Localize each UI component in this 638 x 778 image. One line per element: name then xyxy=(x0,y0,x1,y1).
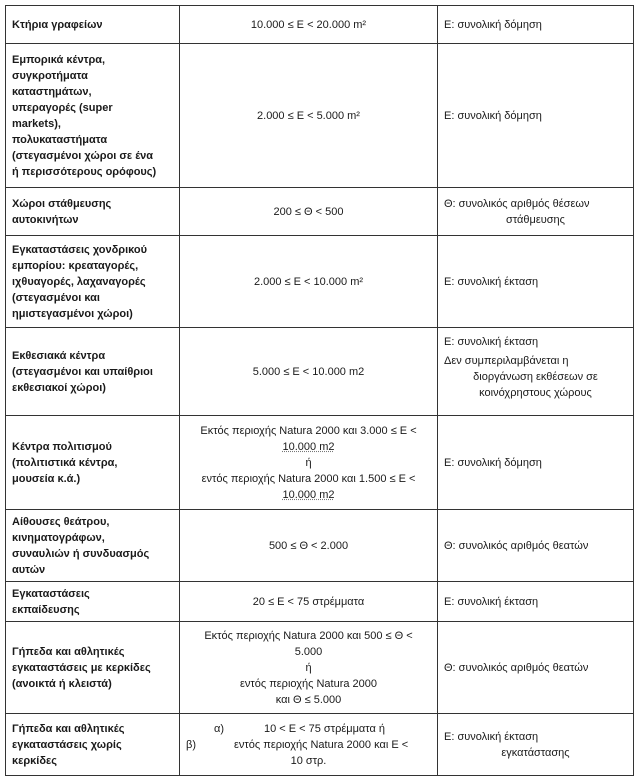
measure-cell: Ε: συνολική έκταση xyxy=(438,582,634,622)
table-row xyxy=(6,622,634,714)
category-cell: Εμπορικά κέντρα, συγκροτήματα καταστημάτων, υπεραγορές (super markets), πολυκαταστήματα (στεγασμένοι χώροι σε ένα ή περισσότερους ορόφους) xyxy=(6,44,180,188)
measure-cell: Ε: συνολική έκταση εγκατάστασης xyxy=(438,714,634,776)
table-row xyxy=(6,510,634,582)
threshold-cell: 200 ≤ Θ < 500 xyxy=(180,188,438,236)
table-row xyxy=(6,714,634,776)
threshold-cell: 2.000 ≤ Ε < 10.000 m² xyxy=(180,236,438,328)
threshold-table xyxy=(5,5,634,776)
item-marker-a: α) xyxy=(214,722,225,735)
item-marker-b: β) xyxy=(186,738,196,751)
threshold-cell: Εκτός περιοχής Natura 2000 και 500 ≤ Θ < 5.000 ή εντός περιοχής Natura 2000 και Θ ≤ 5.000 xyxy=(180,622,438,714)
measure-cell: Θ: συνολικός αριθμός θεατών xyxy=(438,622,634,714)
measure-cell: Ε: συνολική δόμηση xyxy=(438,6,634,44)
threshold-cell: α) 10 < Ε < 75 στρέμματα ή β) εντός περιοχής Natura 2000 και Ε < 10 στρ. xyxy=(180,714,438,776)
threshold-cell: 2.000 ≤ Ε < 5.000 m² xyxy=(180,44,438,188)
table-row xyxy=(6,188,634,236)
measure-cell: Ε: συνολική έκταση xyxy=(438,236,634,328)
category-cell: Αίθουσες θεάτρου, κινηματογράφων, συναυλιών ή συνδυασμός αυτών xyxy=(6,510,180,582)
measure-cell: Θ: συνολικός αριθμός θεατών xyxy=(438,510,634,582)
table-row xyxy=(6,582,634,622)
table-row xyxy=(6,416,634,510)
measure-cell: Ε: συνολική δόμηση xyxy=(438,416,634,510)
measure-cell: Ε: συνολική δόμηση xyxy=(438,44,634,188)
category-cell: Κτήρια γραφείων xyxy=(6,6,180,44)
threshold-cell: 500 ≤ Θ < 2.000 xyxy=(180,510,438,582)
table-row xyxy=(6,236,634,328)
category-cell: Εγκαταστάσεις εκπαίδευσης xyxy=(6,582,180,622)
category-cell: Κέντρα πολιτισμού (πολιτιστικά κέντρα, μουσεία κ.ά.) xyxy=(6,416,180,510)
threshold-cell: 20 ≤ Ε < 75 στρέμματα xyxy=(180,582,438,622)
category-cell: Εγκαταστάσεις χονδρικού εμπορίου: κρεαταγορές, ιχθυαγορές, λαχαναγορές (στεγασμένοι και ημιστεγασμένοι χώροι) xyxy=(6,236,180,328)
category-cell: Γήπεδα και αθλητικές εγκαταστάσεις με κερκίδες (ανοικτά ή κλειστά) xyxy=(6,622,180,714)
category-cell: Εκθεσιακά κέντρα (στεγασμένοι και υπαίθριοι εκθεσιακοί χώροι) xyxy=(6,328,180,416)
threshold-cell: Εκτός περιοχής Natura 2000 και 3.000 ≤ Ε < 10.000 m2 ή εντός περιοχής Natura 2000 και 1.500 ≤ Ε < 10.000 m2 xyxy=(180,416,438,510)
threshold-cell: 5.000 ≤ Ε < 10.000 m2 xyxy=(180,328,438,416)
measure-cell: Ε: συνολική έκταση Δεν συμπεριλαμβάνεται η διοργάνωση εκθέσεων σε κοινόχρηστους χώρους xyxy=(438,328,634,416)
category-cell: Γήπεδα και αθλητικές εγκαταστάσεις χωρίς κερκίδες xyxy=(6,714,180,776)
table-row xyxy=(6,328,634,416)
category-cell: Χώροι στάθμευσης αυτοκινήτων xyxy=(6,188,180,236)
threshold-cell: 10.000 ≤ Ε < 20.000 m² xyxy=(180,6,438,44)
table-row xyxy=(6,44,634,188)
measure-cell: Θ: συνολικός αριθμός θέσεων στάθμευσης xyxy=(438,188,634,236)
table-row xyxy=(6,6,634,44)
document-page xyxy=(5,5,633,773)
